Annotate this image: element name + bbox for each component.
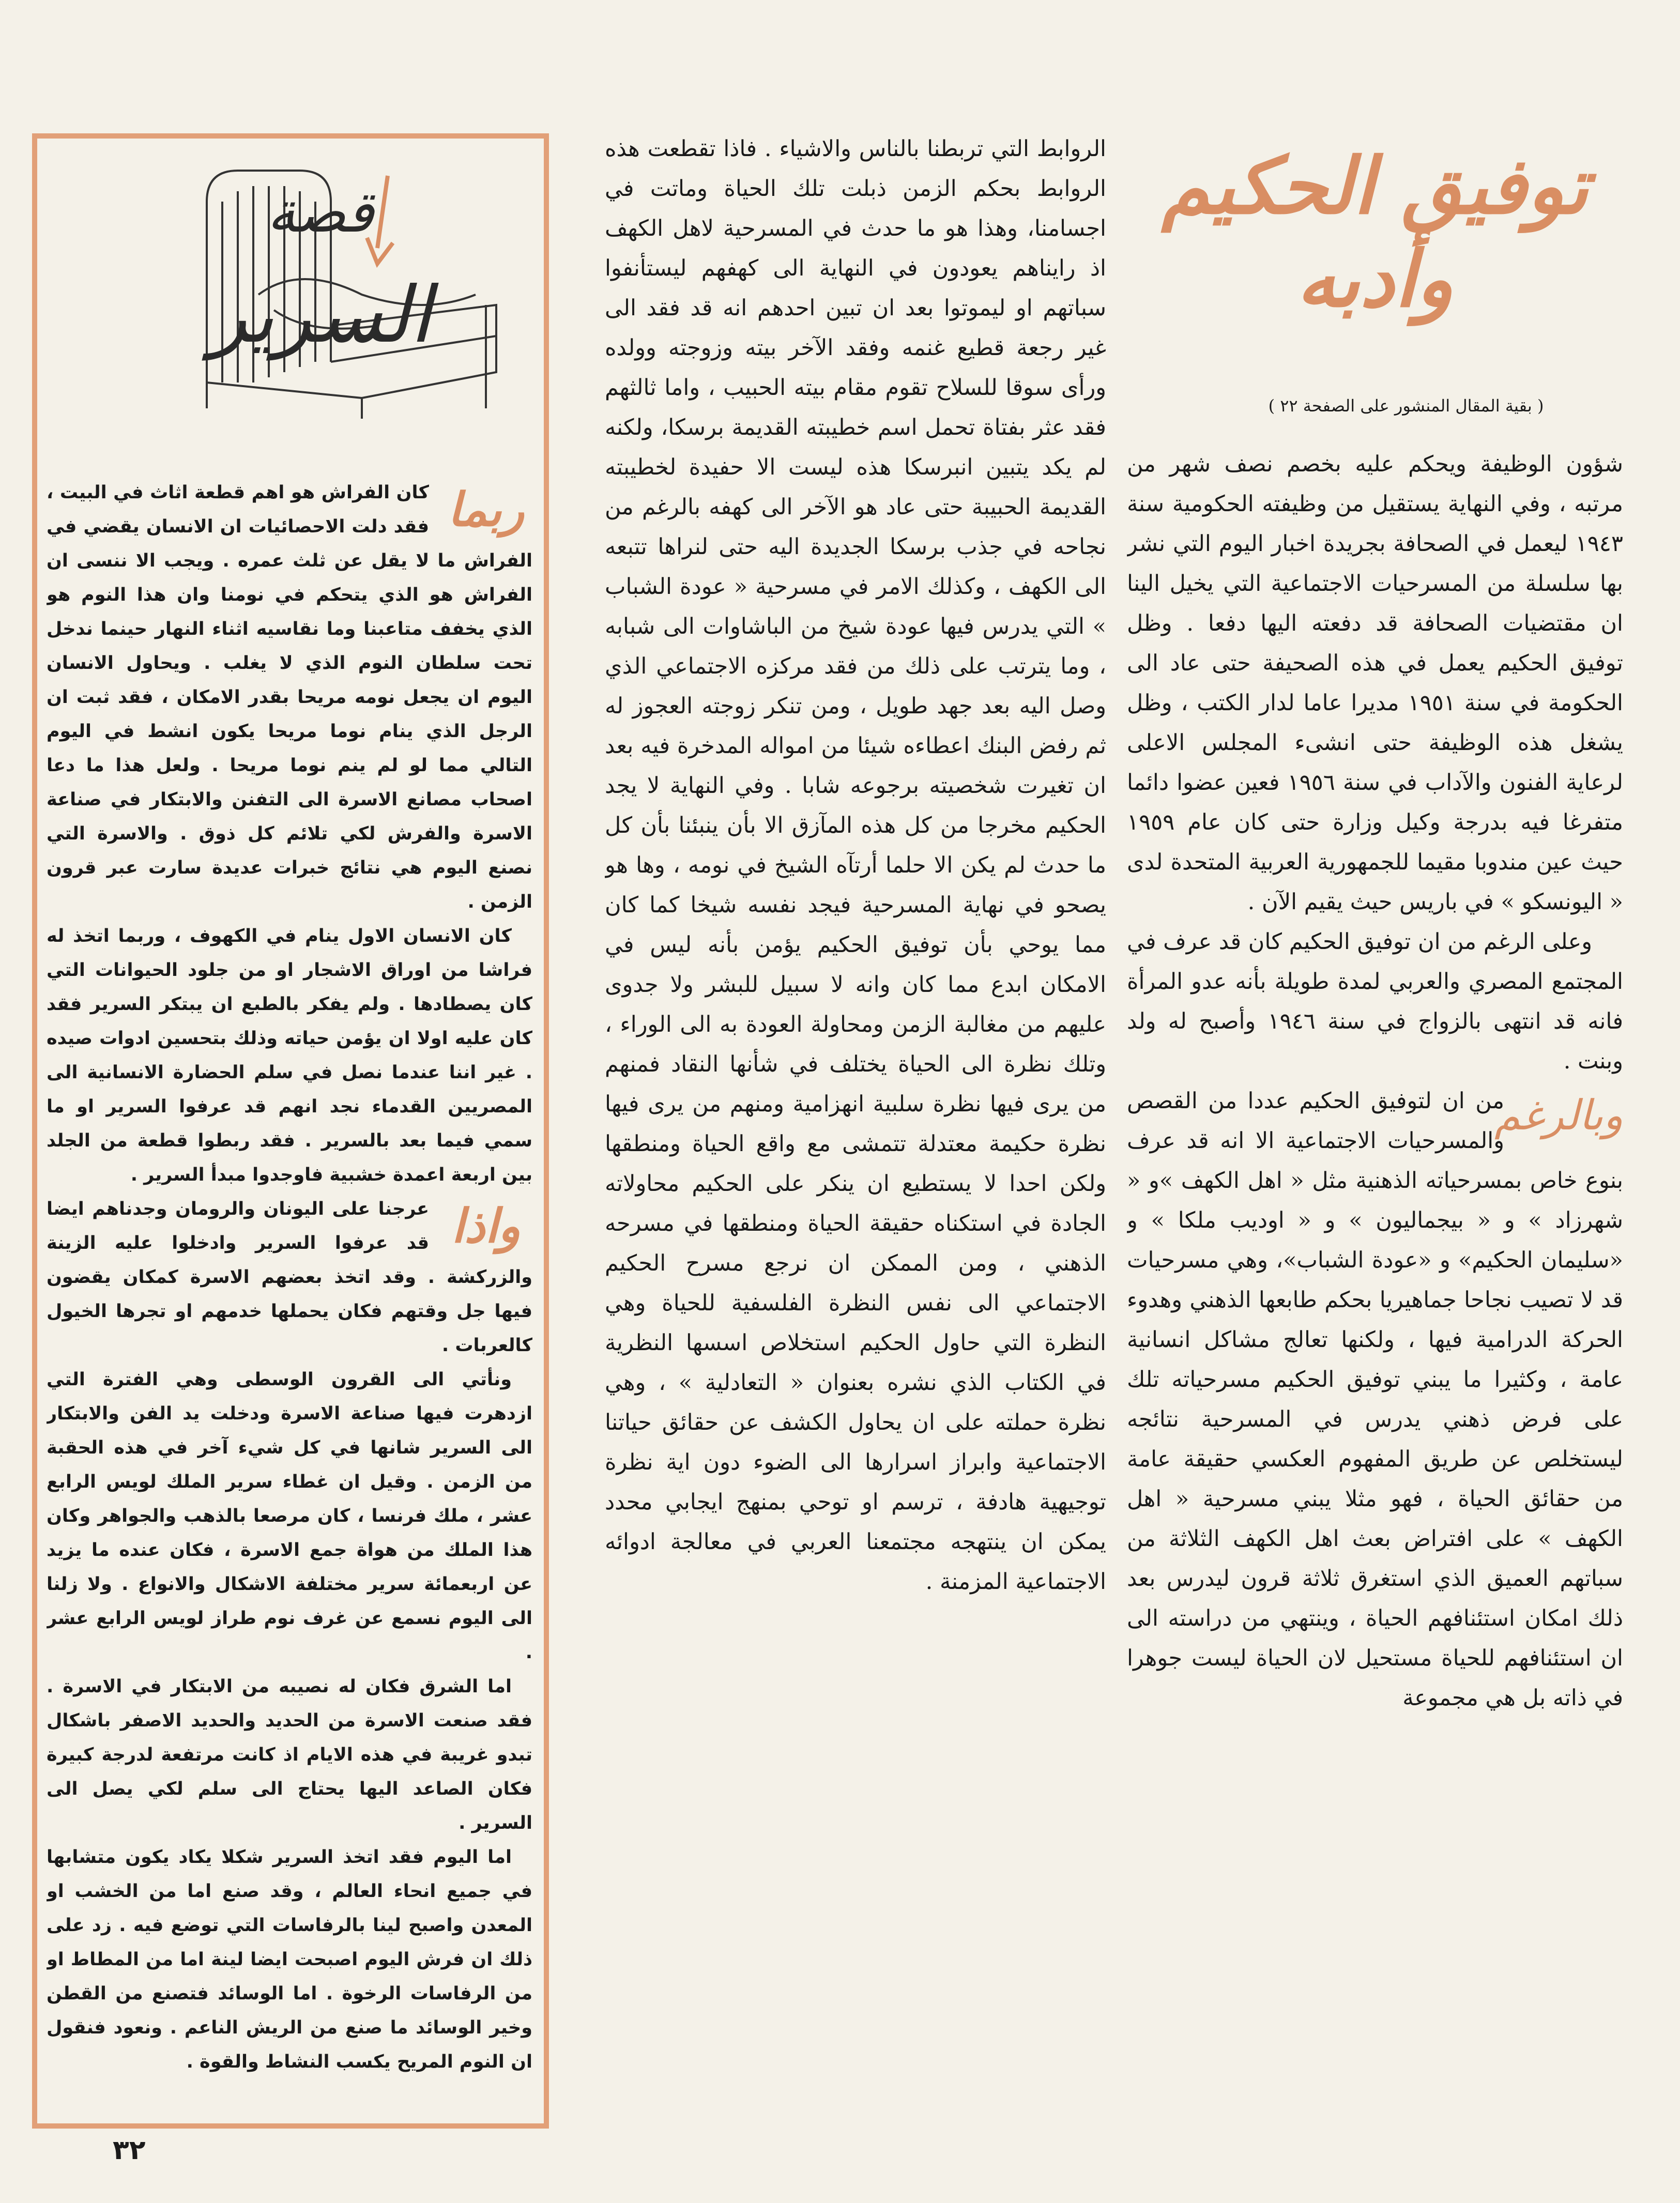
article-paragraph [1127,1081,1623,1718]
article-paragraph: الروابط التي تربطنا بالناس والاشياء . فاذا تقطعت هذه الروابط بحكم الزمن ذبلت تلك الحياة وماتت في اجسامنا، وهذا هو ما حدث في المسرحية لاهل الكهف اذ رايناهم يعودون في النهاية الى كهفهم ليستأنفوا سباتهم او ليموتوا بعد ان تبين احدهم انه قد فقد الى غير رجعة قطيع غنمه وفقد الآخر بيته وزوجته وولده ورأى سوقا للسلاح تقوم مقام بيته الحبيب ، واما ثالثهم فقد عثر بفتاة تحمل اسم خطيبته القديمة برسكا، ولكنه لم يكد يتبين انبرسكا هذه ليست الا حفيدة لخطيبته القديمة الحبيبة حتى عاد هو الآخر الى كهفه بالرغم من نجاحه في جذب برسكا الجديدة اليه حتى لنراها تتبعه الى الكهف ، وكذلك الامر في مسرحية « عودة الشباب » التي يدرس فيها عودة شيخ من الباشاوات الى شبابه ، وما يترتب على ذلك من فقد مركزه الاجتماعي الذي وصل اليه بعد جهد طويل ، ومن تنكر زوجته العجوز له ثم رفض البنك اعطاءه شيئا من امواله المدخرة فيه بعد ان تغيرت شخصيته برجوعه شابا . وفي النهاية لا يجد الحكيم مخرجا من كل هذه المآزق الا بأن ينبئنا بأن كل ما حدث لم يكن الا حلما أرتآه الشيخ في نومه ، وها هو يصحو في نهاية المسرحية فيجد نفسه شيخا كما كان مما يوحي بأن توفيق الحكيم يؤمن بأنه ليس في الامكان ابدع مما كان وانه لا سبيل للبشر ولا جدوى عليهم من مغالبة الزمن ومحاولة العودة به الى الوراء ، وتلك نظرة الى الحياة يختلف في شأنها النقاد فمنهم من يرى فيها نظرة سلبية انهزامية ومنهم من يرى فيها نظرة حكيمة معتدلة تتمشى مع واقع الحياة ومنطقها ولكن احدا لا يستطيع ان ينكر على الحكيم محاولاته الجادة في استكناه حقيقة الحياة ومنطقها في مسرحه الذهني ، ومن الممكن ان نرجع مسرح الحكيم الاجتماعي الى نفس النظرة الفلسفية للحياة وهي النظرة التي حاول الحكيم استخلاص اسسها النظرية في الكتاب الذي نشره بعنوان « التعادلية » ، وهي نظرة حملته على ان يحاول الكشف عن حقائق حياتنا الاجتماعية وابراز اسرارها الى الضوء دون اية نظرة توجيهية هادفة ، ترسم او توحي بمنهج ايجابي محدد يمكن ان ينتهجه مجتمعنا العربي في معالجة ادوائه الاجتماعية المزمنة . [605,136,1106,1595]
sidebar-title-line2: السرير [209,270,432,360]
sidebar-paragraph [47,476,532,919]
sidebar-paragraph: اما اليوم فقد اتخذ السرير شكلا يكاد يكون متشابها في جميع انحاء العالم ، وقد صنع اما من الخشب او المعدن واصبح لينا بالرفاسات التي توضع فيه . زد على ذلك ان فرش اليوم اصبحت ايضا لينة اما من المطاط او من الرفاسات الرخوة . اما الوسائد فتصنع من القطن وخير الوسائد ما صنع من الريش الناعم . ونعود فنقول ان النوم المريح يكسب النشاط والقوة . [47,1847,532,2072]
sidebar-paragraph-text: كان الفراش هو اهم قطعة اثاث في البيت ، فقد دلت الاحصائيات ان الانسان يقضي في الفراش ما لا يقل عن ثلث عمره . ويجب الا ننسى ان الفراش هو الذي يتحكم في نومنا وان هذا النوم هو الذي يخفف متاعبنا وما نقاسيه اثناء النهار حينما ندخل تحت سلطان النوم الذي لا يغلب . ويحاول الانسان اليوم ان يجعل نومه مريحا بقدر الامكان ، فقد ثبت ان الرجل الذي ينام نوما مريحا يكون انشط في اليوم التالي مما لو لم ينم نوما مريحا . ولعل هذا ما دعا اصحاب مصانع الاسرة الى التفنن والابتكار في صناعة الاسرة والفرش لكي تلائم كل ذوق . والاسرة التي نصنع اليوم هي نتائج خبرات عديدة سارت عبر قرون الزمن . [47,482,532,912]
sidebar-title [155,179,486,360]
sidebar-paragraph: اما الشرق فكان له نصيبه من الابتكار في الاسرة . فقد صنعت الاسرة من الحديد والحديد الاصفر باشكال تبدو غريبة في هذه الايام اذ كانت مرتفعة لدرجة كبيرة فكان الصاعد اليها يحتاج الى سلم لكي يصل الى السرير . [47,1676,532,1833]
article-paragraph-text: من ان لتوفيق الحكيم عددا من القصص والمسرحيات الاجتماعية الا انه قد عرف بنوع خاص بمسرحياته الذهنية مثل « اهل الكهف »و « شهرزاد » و « بيجماليون » و « اوديب ملكا » و «سليمان الحكيم» و «عودة الشباب»، وهي مسرحيات قد لا تصيب نجاحا جماهيريا بحكم طابعها الذهني وهدوء الحركة الدرامية فيها ، ولكنها تعالج مشاكل انسانية عامة ، وكثيرا ما يبني توفيق الحكيم مسرحياته تلك على فرض ذهني يدرس في المسرحية نتائجه ليستخلص عن طريق المفهوم العكسي حقيقة عامة من حقائق الحياة ، فهو مثلا يبني مسرحية « اهل الكهف » على افتراض بعث اهل الكهف الثلاثة من سباتهم العميق الذي استغرق ثلاثة قرون ليدرس بعد ذلك امكان استئنافهم الحياة ، وينتهي من دراسته الى ان استئنافهم للحياة مستحيل لان الحياة ليست جوهرا في ذاته بل هي مجموعة [1127,1088,1623,1711]
sidebar-paragraph: ونأتي الى القرون الوسطى وهي الفترة التي ازدهرت فيها صناعة الاسرة ودخلت يد الفن والابتكار الى السرير شانها في كل شيء آخر في هذه الحقبة من الزمن . وقيل ان غطاء سرير الملك لويس الرابع عشر ، ملك فرنسا ، كان مرصعا بالذهب والجواهر وكان هذا الملك من هواة جمع الاسرة ، فكان عنده ما يزيد عن اربعمائة سرير مختلفة الاشكال والانواع . ولا زلنا الى اليوم نسمع عن غرف نوم طراز لويس الرابع عشر . [47,1369,532,1663]
dropcap-wa-bil-raghm: وبالرغم [1494,1091,1623,1139]
sidebar-paragraph [47,1192,532,1363]
sidebar-column [47,476,532,2088]
sidebar-paragraph-text: عرجنا على اليونان والرومان وجدناهم ايضا قد عرفوا السرير وادخلوا عليه الزينة والزركشة . وقد اتخذ بعضهم الاسرة كمكان يقضون فيها جل وقتهم فكان يحملها خدمهم او تجرها الخيول كالعربات . [47,1199,532,1356]
continuation-note: ( بقية المقال المنشور على الصفحة ٢٢ ) [1268,396,1544,416]
article-column-middle [605,129,1106,2140]
sidebar-paragraph: كان الانسان الاول ينام في الكهوف ، وربما اتخذ له فراشا من اوراق الاشجار او من جلود الحيوانات التي كان يصطادها . ولم يفكر بالطبع ان يبتكر السرير فقد كان عليه اولا ان يؤمن حياته وذلك بتحسين ادوات صيده . غير اننا عندما نصل في سلم الحضارة الانسانية الى المصريين القدماء نجد انهم قد عرفوا السرير او ما سمي فيما بعد بالسرير . فقد ربطوا قطعة من الجلد بين اربعة اعمدة خشبية فاوجدوا مبدأ السرير . [47,926,532,1185]
sidebar-title-line1: قصة [267,179,374,245]
article-paragraph: شؤون الوظيفة ويحكم عليه بخصم نصف شهر من مرتبه ، وفي النهاية يستقيل من وظيفته الحكومية سنة ١٩٤٣ ليعمل في الصحافة بجريدة اخبار اليوم التي نشر بها سلسلة من المسرحيات الاجتماعية التي يخيل الينا ان مقتضيات الصحافة قد دفعته اليها دفعا . وظل توفيق الحكيم يعمل في هذه الصحيفة حتى عاد الى الحكومة في سنة ١٩٥١ مديرا عاما لدار الكتب ، وظل يشغل هذه الوظيفة حتى انشىء المجلس الاعلى لرعاية الفنون والآداب في سنة ١٩٥٦ فعين عضوا دائما متفرغا فيه بدرجة وكيل وزارة حتى كان عام ١٩٥٩ حيث عين مندوبا مقيما للجمهورية العربية المتحدة لدى « اليونسكو » في باريس حيث يقيم الآن . [1127,451,1623,915]
dropcap-rubbama: ربما [448,482,524,537]
dropcap-wa-idha: واذا [451,1199,521,1253]
article-column-right [1127,445,1623,2140]
article-paragraph: وعلى الرغم من ان توفيق الحكيم كان قد عرف في المجتمع المصري والعربي لمدة طويلة بأنه عدو المرأة فانه قد انتهى بالزواج في سنة ١٩٤٦ وأصبح له ولد وبنت . [1127,929,1623,1074]
article-title: توفيق الحكيم وأدبه [1162,141,1589,325]
page-number: ٣٢ [113,2135,146,2166]
